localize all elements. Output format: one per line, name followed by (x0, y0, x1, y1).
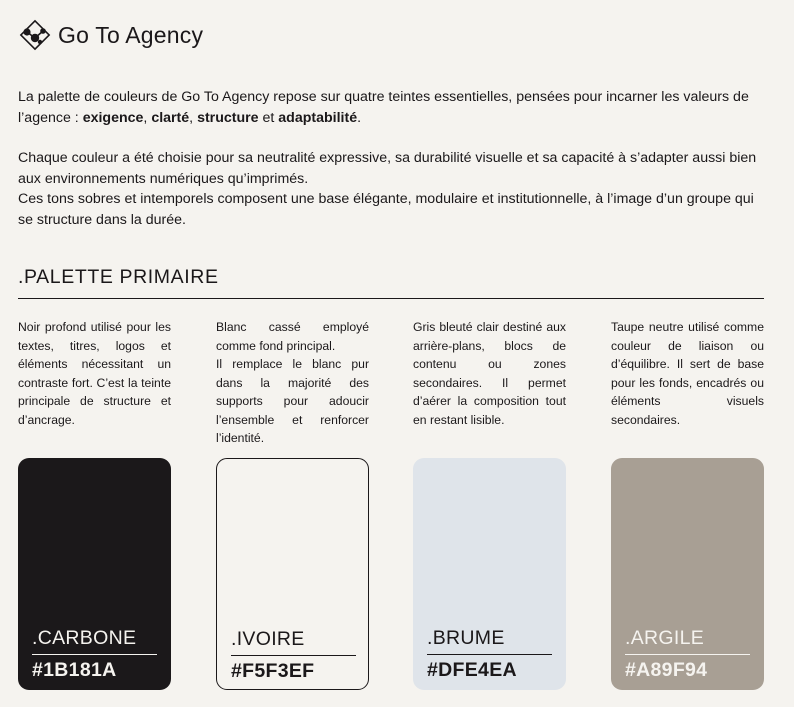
color-description-ivoire (216, 318, 369, 448)
swatch-name: .ARGILE (625, 627, 705, 649)
keyword-clarte: clarté (151, 109, 190, 126)
color-description-brume (413, 318, 566, 429)
brand-name: Go To Agency (58, 21, 204, 48)
description-text: Il remplace le blanc pur dans la majorité des supports pour adoucir l’ensemble et renforcer l’identité. (216, 357, 369, 445)
intro-paragraph-neutrality: Chaque couleur a été choisie pour sa neutralité expressive, sa durabilité visuelle et sa capacité à s’adapter aussi bien aux environnements numériques qu’imprimés. (18, 150, 757, 187)
swatch-name: .CARBONE (32, 627, 137, 649)
swatch-underline (427, 654, 552, 655)
swatch-name: .BRUME (427, 627, 505, 649)
swatch-hex-code: #A89F94 (625, 659, 708, 681)
swatch-underline (625, 654, 750, 655)
color-description-carbone (18, 318, 171, 429)
swatch-card-ivoire (216, 458, 369, 690)
swatch-name: .IVOIRE (231, 628, 305, 650)
description-text: Noir profond utilisé pour les textes, titres, logos et éléments nécessitant un contraste fort. C’est la teinte principale de structure et d’ancrage. (18, 320, 171, 427)
header (18, 18, 203, 52)
swatch-hex-code: #DFE4EA (427, 659, 517, 681)
swatch-card-carbone (18, 458, 171, 690)
keyword-adaptabilite: adaptabilité (278, 109, 358, 126)
swatch-hex-code: #1B181A (32, 659, 117, 681)
swatch-underline (32, 654, 157, 655)
swatch-card-brume (413, 458, 566, 690)
intro-text-start: La palette de couleurs de Go To Agency repose sur quatre teintes essentielles, pensées pour incarner les valeurs de l’agence : (18, 89, 749, 126)
intro-text (18, 87, 763, 230)
separator: , (189, 109, 198, 126)
keyword-structure: structure (197, 109, 259, 126)
separator: , (143, 109, 152, 126)
swatch-card-argile (611, 458, 764, 690)
description-text: Gris bleuté clair destiné aux arrière-plans, blocs de contenu ou zones secondaires. Il permet d’aérer la composition tout en restant lisible. (413, 320, 566, 427)
description-text: Blanc cassé employé comme fond principal. (216, 320, 369, 353)
description-text: Taupe neutre utilisé comme couleur de liaison ou d’équilibre. Il sert de base pour les fonds, encadrés ou éléments visuels secondaires. (611, 320, 764, 427)
diamond-molecule-icon (18, 18, 52, 52)
keyword-exigence: exigence (82, 109, 144, 126)
section-divider (18, 298, 764, 299)
color-description-argile (611, 318, 764, 429)
section-title: .PALETTE PRIMAIRE (18, 266, 219, 288)
intro-paragraph-tones: Ces tons sobres et intemporels composent une base élégante, modulaire et institutionnelle, à l’image d’un groupe qui se structure dans la durée. (18, 191, 754, 228)
swatch-underline (231, 655, 356, 656)
swatch-hex-code: #F5F3EF (231, 660, 315, 682)
separator: . (357, 109, 362, 126)
intro-paragraph-values (18, 87, 763, 128)
separator: et (258, 109, 279, 126)
